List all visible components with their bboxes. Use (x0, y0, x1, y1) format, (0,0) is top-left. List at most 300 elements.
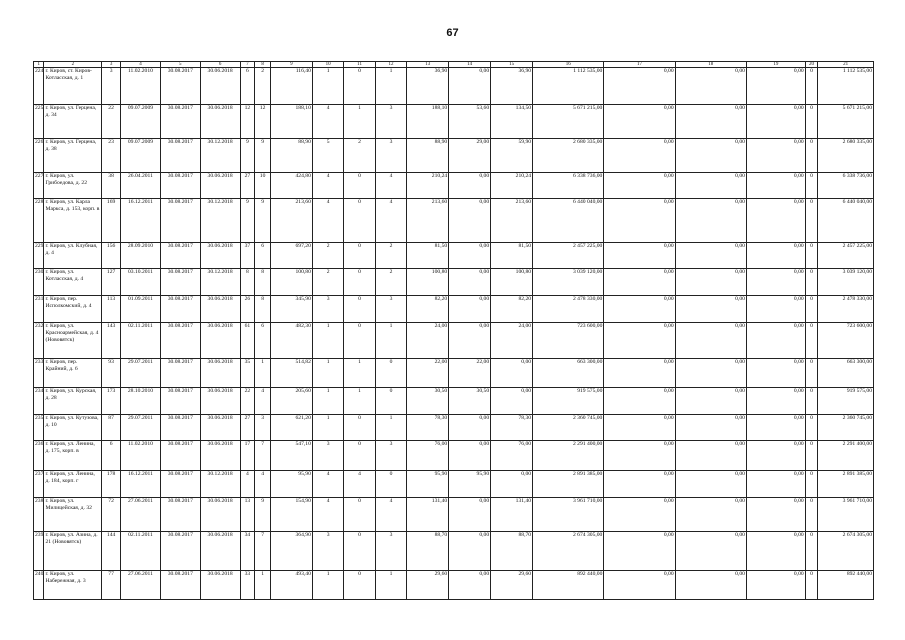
table-cell: 33 (240, 571, 255, 600)
column-number-18: 18 (675, 62, 746, 68)
table-cell: 59,90 (491, 139, 533, 173)
table-cell: 0,00 (604, 296, 675, 323)
table-cell: 82,20 (491, 296, 533, 323)
table-cell: 1 (312, 571, 343, 600)
table-cell: 1 (312, 359, 343, 388)
table-cell: 0 (805, 571, 818, 600)
address-cell: г. Киров, ул. Азина, д. 21 (Нововятск) (44, 532, 102, 571)
table-cell: 0,00 (746, 323, 805, 359)
table-cell: 9 (255, 498, 271, 532)
table-cell: 0 (344, 571, 375, 600)
table-cell: 4 (312, 199, 343, 243)
table-cell: 235 (34, 415, 44, 441)
table-cell: 0,00 (449, 532, 491, 571)
column-number-1: 1 (34, 62, 44, 68)
table-cell: 4 (312, 173, 343, 199)
table-cell: 1 112 535,00 (533, 68, 604, 105)
table-cell: 144 (102, 532, 121, 571)
table-cell: 95,90 (449, 471, 491, 498)
table-cell: 1 (312, 388, 343, 415)
table-cell: 4 (312, 498, 343, 532)
table-cell: 2 891 385,00 (818, 471, 874, 498)
column-number-4: 4 (121, 62, 161, 68)
table-cell: 16.12.2011 (121, 199, 161, 243)
table-cell: 188,10 (407, 105, 449, 139)
table-cell: 0,00 (675, 68, 746, 105)
table-cell: 1 (255, 571, 271, 600)
table-cell: 0 (344, 243, 375, 269)
table-cell: 10 (255, 173, 271, 199)
table-cell: 116,40 (270, 68, 312, 105)
table-cell: 0,00 (675, 415, 746, 441)
table-cell: 4 (312, 105, 343, 139)
table-cell: 4 (312, 471, 343, 498)
table-cell: 100,80 (270, 269, 312, 296)
table-cell: 0,00 (746, 105, 805, 139)
table-cell: 81,50 (407, 243, 449, 269)
table-cell: 5 671 215,00 (533, 105, 604, 139)
table-cell: 0 (805, 243, 818, 269)
table-cell: 09.07.2009 (121, 105, 161, 139)
table-cell: 0 (805, 388, 818, 415)
table-cell: 30.12.2018 (200, 139, 240, 173)
table-cell: 0 (805, 471, 818, 498)
table-cell: 234 (34, 388, 44, 415)
table-cell: 210,24 (407, 173, 449, 199)
table-cell: 30.08.2017 (160, 498, 200, 532)
table-cell: 892 440,00 (533, 571, 604, 600)
address-cell: г. Киров, пер. Исполкомский, д. 4 (44, 296, 102, 323)
table-cell: 30.06.2018 (200, 105, 240, 139)
table-cell: 0,00 (746, 68, 805, 105)
address-cell: г. Киров, ул. Грибоедова, д. 22 (44, 173, 102, 199)
table-cell: 210,24 (491, 173, 533, 199)
table-cell: 7 (255, 441, 271, 471)
table-cell: 29,60 (491, 571, 533, 600)
address-cell: г. Киров, ул. Герцена, д. 38 (44, 139, 102, 173)
table-cell: 424,80 (270, 173, 312, 199)
table-cell: 1 (255, 359, 271, 388)
table-cell: 02.11.2011 (121, 323, 161, 359)
table-cell: 30.06.2018 (200, 323, 240, 359)
table-cell: 5 671 215,00 (818, 105, 874, 139)
table-row (34, 388, 874, 415)
table-cell: 30.08.2017 (160, 68, 200, 105)
table-cell: 0 (805, 105, 818, 139)
table-cell: 482,30 (270, 323, 312, 359)
table-cell: 233 (34, 359, 44, 388)
table-cell: 0,00 (746, 199, 805, 243)
table-cell: 919 575,00 (533, 388, 604, 415)
table-cell: 238 (34, 498, 44, 532)
table-cell: 3 (375, 532, 406, 571)
table-cell: 0 (344, 199, 375, 243)
table-cell: 213,60 (270, 199, 312, 243)
table-cell: 0 (344, 323, 375, 359)
column-number-7: 7 (240, 62, 255, 68)
table-cell: 30.08.2017 (160, 471, 200, 498)
table-cell: 4 (375, 199, 406, 243)
table-cell: 30.08.2017 (160, 388, 200, 415)
table-cell: 0,00 (604, 441, 675, 471)
table-cell: 2 478 330,00 (818, 296, 874, 323)
table-cell: 3 961 710,00 (533, 498, 604, 532)
column-number-19: 19 (746, 62, 805, 68)
table-cell: 0,00 (604, 269, 675, 296)
table-cell: 2 680 335,00 (818, 139, 874, 173)
table-cell: 225 (34, 105, 44, 139)
table-cell: 0,00 (604, 139, 675, 173)
table-cell: 0,00 (449, 441, 491, 471)
table-cell: 547,10 (270, 441, 312, 471)
table-row (34, 415, 874, 441)
table-cell: 22,00 (449, 359, 491, 388)
table-cell: 0,00 (604, 243, 675, 269)
table-cell: 0 (805, 296, 818, 323)
table-cell: 88,70 (491, 532, 533, 571)
table-cell: 0,00 (746, 269, 805, 296)
table-cell: 2 457 225,00 (818, 243, 874, 269)
table-cell: 143 (102, 323, 121, 359)
table-cell: 239 (34, 532, 44, 571)
table-cell: 229 (34, 243, 44, 269)
table-cell: 29.07.2011 (121, 359, 161, 388)
table-cell: 514,82 (270, 359, 312, 388)
table-cell: 30.06.2018 (200, 532, 240, 571)
table-cell: 9 (255, 139, 271, 173)
table-cell: 0 (805, 359, 818, 388)
table-cell: 0,00 (675, 243, 746, 269)
table-cell: 27 (240, 415, 255, 441)
table-cell: 30.08.2017 (160, 105, 200, 139)
table-cell: 2 (375, 269, 406, 296)
table-cell: 2 478 330,00 (533, 296, 604, 323)
table-cell: 30.06.2018 (200, 296, 240, 323)
table-cell: 0,00 (675, 323, 746, 359)
table-row (34, 359, 874, 388)
table-cell: 227 (34, 173, 44, 199)
table-cell: 76,00 (491, 441, 533, 471)
table-cell: 131,40 (407, 498, 449, 532)
column-number-2: 2 (44, 62, 102, 68)
table-cell: 0 (805, 68, 818, 105)
table-cell: 230 (34, 269, 44, 296)
table-cell: 6 (255, 243, 271, 269)
table-cell: 1 112 535,00 (818, 68, 874, 105)
column-number-20: 20 (805, 62, 818, 68)
table-cell: 30.12.2018 (200, 269, 240, 296)
table-cell: 919 575,00 (818, 388, 874, 415)
table-cell: 0 (805, 323, 818, 359)
table-row (34, 243, 874, 269)
table-cell: 26 (240, 296, 255, 323)
table-cell: 493,40 (270, 571, 312, 600)
table-row (34, 199, 874, 243)
table-cell: 0 (344, 498, 375, 532)
table-cell: 0,00 (604, 415, 675, 441)
table-cell: 4 (240, 471, 255, 498)
table-cell: 30.08.2017 (160, 199, 200, 243)
table-cell: 78,30 (491, 415, 533, 441)
table-cell: 30.06.2018 (200, 498, 240, 532)
column-number-16: 16 (533, 62, 604, 68)
table-cell: 02.11.2011 (121, 532, 161, 571)
table-cell: 0,00 (449, 296, 491, 323)
table-cell: 0,00 (746, 173, 805, 199)
table-cell: 0,00 (675, 498, 746, 532)
table-cell: 0 (805, 199, 818, 243)
address-cell: г. Киров, ул. Набережная, д. 3 (44, 571, 102, 600)
table-cell: 6 (102, 441, 121, 471)
table-cell: 231 (34, 296, 44, 323)
table-cell: 0,00 (675, 532, 746, 571)
table-cell: 0,00 (675, 388, 746, 415)
table-cell: 3 (312, 532, 343, 571)
table-cell: 9 (240, 139, 255, 173)
table-cell: 6 440 040,00 (818, 199, 874, 243)
table-cell: 2 680 335,00 (533, 139, 604, 173)
table-cell: 1 (375, 68, 406, 105)
table-cell: 29.07.2011 (121, 415, 161, 441)
table-row (34, 571, 874, 600)
column-number-5: 5 (160, 62, 200, 68)
table-cell: 127 (102, 269, 121, 296)
table-cell: 0,00 (675, 269, 746, 296)
table-cell: 2 891 385,00 (533, 471, 604, 498)
table-cell: 0,00 (675, 359, 746, 388)
table-cell: 3 (312, 441, 343, 471)
table-cell: 0 (805, 173, 818, 199)
table-cell: 178 (102, 471, 121, 498)
table-row (34, 532, 874, 571)
column-number-15: 15 (491, 62, 533, 68)
table-cell: 12 (240, 105, 255, 139)
address-cell: г. Киров, ул. Курская, д. 28 (44, 388, 102, 415)
table-cell: 30.08.2017 (160, 571, 200, 600)
table-cell: 0,00 (675, 441, 746, 471)
table-cell: 1 (312, 68, 343, 105)
table-cell: 4 (255, 471, 271, 498)
table-cell: 0,00 (604, 173, 675, 199)
table-cell: 30.06.2018 (200, 441, 240, 471)
table-row (34, 68, 874, 105)
table-cell: 09.07.2009 (121, 139, 161, 173)
table-cell: 2 360 745,00 (818, 415, 874, 441)
table-cell: 1 (312, 323, 343, 359)
table-cell: 2 291 400,00 (818, 441, 874, 471)
housing-register-table (33, 61, 874, 600)
table-row (34, 105, 874, 139)
table-cell: 0,00 (746, 498, 805, 532)
table-cell: 2 291 400,00 (533, 441, 604, 471)
table-cell: 1 (375, 571, 406, 600)
table-cell: 0,00 (604, 571, 675, 600)
table-cell: 0 (805, 498, 818, 532)
table-cell: 0,00 (491, 359, 533, 388)
column-number-10: 10 (312, 62, 343, 68)
table-cell: 8 (240, 269, 255, 296)
table-cell: 3 (312, 296, 343, 323)
table-cell: 28.10.2010 (121, 388, 161, 415)
table-cell: 0,00 (604, 199, 675, 243)
address-cell: г. Киров, ул. Милицейская, д. 32 (44, 498, 102, 532)
table-cell: 4 (375, 173, 406, 199)
column-number-6: 6 (200, 62, 240, 68)
table-cell: 345,90 (270, 296, 312, 323)
table-cell: 30.12.2018 (200, 471, 240, 498)
table-cell: 3 (375, 296, 406, 323)
table-cell: 88,90 (407, 139, 449, 173)
table-cell: 0 (375, 388, 406, 415)
table-cell: 0,00 (746, 296, 805, 323)
table-cell: 0 (344, 296, 375, 323)
table-cell: 0,00 (675, 105, 746, 139)
table-cell: 0 (344, 173, 375, 199)
address-cell: г. Киров, ст. Киров-Котласская, д. 1 (44, 68, 102, 105)
table-cell: 61 (240, 323, 255, 359)
table-cell: 88,70 (407, 532, 449, 571)
table-cell: 0 (805, 441, 818, 471)
table-cell: 9 (255, 199, 271, 243)
table-cell: 7 (255, 532, 271, 571)
table-cell: 663 300,00 (818, 359, 874, 388)
table-cell: 95,90 (270, 471, 312, 498)
table-cell: 4 (255, 388, 271, 415)
table-cell: 0,00 (675, 173, 746, 199)
table-cell: 131,40 (491, 498, 533, 532)
table-cell: 30.08.2017 (160, 323, 200, 359)
table-cell: 78,30 (407, 415, 449, 441)
table-cell: 36,90 (407, 68, 449, 105)
table-cell: 0 (344, 532, 375, 571)
table-cell: 5 (312, 139, 343, 173)
address-cell: г. Киров, ул. Кутузова, д. 10 (44, 415, 102, 441)
table-cell: 30.06.2018 (200, 68, 240, 105)
column-number-14: 14 (449, 62, 491, 68)
table-cell: 3 (102, 68, 121, 105)
table-cell: 13 (240, 498, 255, 532)
table-cell: 30.08.2017 (160, 441, 200, 471)
table-cell: 0 (344, 68, 375, 105)
table-cell: 0,00 (449, 68, 491, 105)
table-cell: 0,00 (746, 471, 805, 498)
table-cell: 30.08.2017 (160, 296, 200, 323)
table-cell: 88,90 (270, 139, 312, 173)
table-cell: 30.06.2018 (200, 571, 240, 600)
table-cell: 11.02.2010 (121, 68, 161, 105)
table-cell: 0 (805, 139, 818, 173)
table-cell: 2 (255, 68, 271, 105)
table-cell: 6 338 736,00 (533, 173, 604, 199)
table-cell: 723 600,00 (533, 323, 604, 359)
table-cell: 93 (102, 359, 121, 388)
table-cell: 224 (34, 68, 44, 105)
table-cell: 23 (102, 139, 121, 173)
table-cell: 22 (102, 105, 121, 139)
table-cell: 0,00 (746, 532, 805, 571)
table-cell: 12 (255, 105, 271, 139)
table-cell: 2 674 305,00 (533, 532, 604, 571)
table-cell: 3 039 120,00 (533, 269, 604, 296)
table-cell: 169 (102, 199, 121, 243)
table-cell: 28.09.2010 (121, 243, 161, 269)
table-cell: 0,00 (604, 498, 675, 532)
table-cell: 0 (344, 269, 375, 296)
table-cell: 0 (344, 441, 375, 471)
table-cell: 0,00 (746, 415, 805, 441)
table-cell: 2 674 305,00 (818, 532, 874, 571)
table-cell: 0,00 (604, 532, 675, 571)
address-cell: г. Киров, ул. Карла Маркса, д. 153, корп. в (44, 199, 102, 243)
column-number-13: 13 (407, 62, 449, 68)
table-cell: 0,00 (675, 296, 746, 323)
table-cell: 53,60 (449, 105, 491, 139)
table-cell: 0,00 (604, 323, 675, 359)
table-cell: 0,00 (675, 571, 746, 600)
table-cell: 6 (240, 68, 255, 105)
table-cell: 3 (375, 105, 406, 139)
table-cell: 154,90 (270, 498, 312, 532)
table-cell: 663 300,00 (533, 359, 604, 388)
table-cell: 1 (312, 415, 343, 441)
table-cell: 0,00 (604, 68, 675, 105)
table-cell: 30.08.2017 (160, 359, 200, 388)
table-cell: 22 (240, 388, 255, 415)
table-cell: 2 360 745,00 (533, 415, 604, 441)
table-cell: 17 (240, 441, 255, 471)
table-cell: 95,90 (407, 471, 449, 498)
table-cell: 0,00 (746, 441, 805, 471)
column-number-8: 8 (255, 62, 271, 68)
table-cell: 3 961 710,00 (818, 498, 874, 532)
table-cell: 364,90 (270, 532, 312, 571)
table-cell: 0,00 (449, 498, 491, 532)
table-row (34, 296, 874, 323)
table-cell: 77 (102, 571, 121, 600)
table-cell: 9 (240, 199, 255, 243)
table-cell: 173 (102, 388, 121, 415)
table-cell: 29,60 (407, 571, 449, 600)
address-cell: г. Киров, ул. Герцена, д. 34 (44, 105, 102, 139)
column-number-17: 17 (604, 62, 675, 68)
table-cell: 0 (375, 359, 406, 388)
table-cell: 697,20 (270, 243, 312, 269)
table-cell: 1 (375, 415, 406, 441)
table-cell: 2 (375, 243, 406, 269)
table-cell: 38 (102, 173, 121, 199)
column-number-3: 3 (102, 62, 121, 68)
table-cell: 87 (102, 415, 121, 441)
address-cell: г. Киров, ул. Красноармейская, д. 4 (Нововятск) (44, 323, 102, 359)
table-cell: 0 (344, 415, 375, 441)
column-number-11: 11 (344, 62, 375, 68)
table-cell: 30,50 (407, 388, 449, 415)
table-cell: 237 (34, 471, 44, 498)
table-cell: 37 (240, 243, 255, 269)
address-cell: г. Киров, ул. Котласская, д. 4 (44, 269, 102, 296)
table-row (34, 471, 874, 498)
table-cell: 76,00 (407, 441, 449, 471)
column-number-21: 21 (818, 62, 874, 68)
table-cell: 0,00 (449, 243, 491, 269)
table-cell: 01.09.2011 (121, 296, 161, 323)
table-cell: 134,50 (491, 105, 533, 139)
table-cell: 0 (805, 415, 818, 441)
table-cell: 228 (34, 199, 44, 243)
address-cell: г. Киров, ул. Ленина, д. 184, корп. г (44, 471, 102, 498)
table-cell: 34 (240, 532, 255, 571)
table-cell: 6 (255, 323, 271, 359)
